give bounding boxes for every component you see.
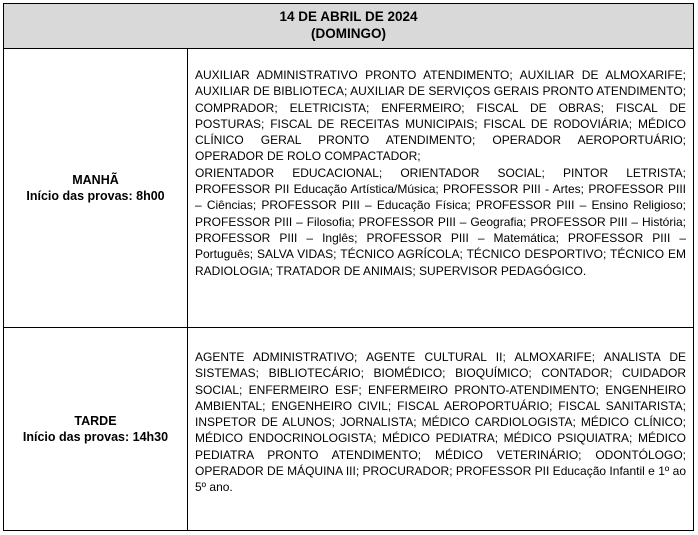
- afternoon-roles-paragraph: AGENTE ADMINISTRATIVO; AGENTE CULTURAL II; ALMOXARIFE; ANALISTA DE SISTEMAS; BIBLIOTECÁRIO; BIOMÉDICO; BIOQUÍMICO; CONTADOR; CUIDADOR SOCIAL; ENFERMEIRO ESF; ENFERMEIRO PRONTO-ATENDIMENTO; ENGENHEIRO AMBIENTAL; ENGENHEIRO CIVIL; FISCAL AEROPORTUÁRIO; FISCAL SANITARISTA; INSPETOR DE ALUNOS; JORNALISTA; MÉDICO CARDIOLOGISTA; MÉDICO CLÍNICO; MÉDICO ENDOCRINOLOGISTA; MÉDICO PEDIATRA; MÉDICO PSIQUIATRA; MÉDICO PEDIATRA PRONTO ATENDIMENTO; MÉDICO VETERINÁRIO; ODONTÓLOGO; OPERADOR DE MÁQUINA III; PROCURADOR; PROFESSOR PII Educação Infantil e 1º ao 5º ano.: [195, 350, 686, 495]
- morning-roles-cell: [188, 49, 693, 327]
- morning-row: [4, 49, 693, 328]
- afternoon-roles-cell: [188, 328, 693, 530]
- afternoon-shift-label: TARDE: [74, 414, 117, 428]
- morning-roles-list: [195, 49, 686, 279]
- morning-start-time: Início das provas: 8h00: [26, 189, 165, 203]
- table-header: [4, 4, 693, 49]
- morning-shift-cell: [4, 49, 188, 327]
- morning-roles-paragraph-1: AUXILIAR ADMINISTRATIVO PRONTO ATENDIMENTO; AUXILIAR DE ALMOXARIFE; AUXILIAR DE BIBLIOTECA; AUXILIAR DE SERVIÇOS GERAIS PRONTO ATENDIMENTO; COMPRADOR; ELETRICISTA; ENFERMEIRO; FISCAL DE OBRAS; FISCAL DE POSTURAS; FISCAL DE RECEITAS MUNICIPAIS; FISCAL DE RODOVIÁRIA; MÉDICO CLÍNICO GERAL PRONTO ATENDIMENTO; OPERADOR AEROPORTUÁRIO; OPERADOR DE ROLO COMPACTADOR;: [195, 68, 686, 164]
- afternoon-shift-cell: [4, 328, 188, 530]
- exam-weekday: (DOMINGO): [311, 26, 386, 41]
- afternoon-roles-list: [195, 328, 686, 496]
- exam-schedule-table: [3, 3, 694, 531]
- morning-shift-label: MANHÃ: [72, 173, 119, 187]
- exam-date: 14 DE ABRIL DE 2024: [279, 9, 418, 24]
- afternoon-row: [4, 328, 693, 530]
- afternoon-start-time: Início das provas: 14h30: [22, 430, 169, 444]
- morning-roles-paragraph-2: ORIENTADOR EDUCACIONAL; ORIENTADOR SOCIAL; PINTOR LETRISTA; PROFESSOR PII Educação Artística/Música; PROFESSOR PIII - Artes; PROFESSOR PIII – Ciências; PROFESSOR PIII – Educação Física; PROFESSOR PIII – Ensino Religioso; PROFESSOR PIII – Filosofia; PROFESSOR PIII – Geografia; PROFESSOR PIII – História; PROFESSOR PIII – Inglês; PROFESSOR PIII – Matemática; PROFESSOR PIII – Português; SALVA VIDAS; TÉCNICO AGRÍCOLA; TÉCNICO DESPORTIVO; TÉCNICO EM RADIOLOGIA; TRATADOR DE ANIMAIS; SUPERVISOR PEDAGÓGICO.: [195, 165, 686, 278]
